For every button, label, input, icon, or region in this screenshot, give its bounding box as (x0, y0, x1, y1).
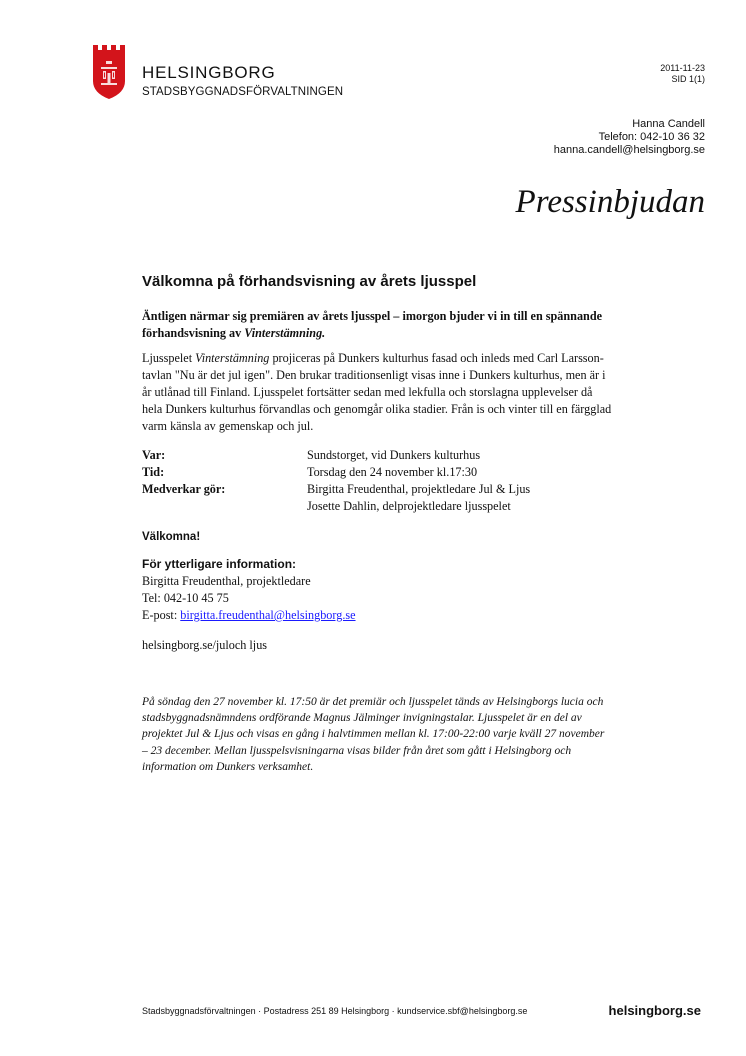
info-email-label: E-post: (142, 608, 181, 622)
participant-1: Birgitta Freudenthal, projektledare Jul & Ljus (307, 482, 531, 496)
body-paragraph (142, 350, 612, 435)
department-name: STADSBYGGNADSFÖRVALTNINGEN (142, 86, 344, 98)
website-text: helsingborg.se/juloch ljus (142, 638, 268, 652)
info-email-link[interactable]: birgitta.freudenthal@helsingborg.se (180, 608, 356, 622)
body-text-start: Ljusspelet (142, 351, 196, 365)
lead-show-title: Vinterstämning. (244, 326, 326, 340)
premiere-note: På söndag den 27 november kl. 17:50 är det premiär och ljusspelet tänds av Helsingborgs lucia och stadsbyggnadsnämndens ordförande Magnus Jälminger invigningstalar. Ljusspelet är en del av projektet Jul & Ljus och visas en gång i halvtimmen mellan kl. 17:00-22:00 varje kväll 27 november – 23 december. Mellan ljusspelsvisningarna visas bilder från året som gått i Helsingborg och information om Dunkers verksamhet. (142, 696, 605, 773)
lead-text: Äntligen närmar sig premiären av årets ljusspel – imorgon bjuder vi in till en spännande förhandsvisning av (142, 309, 603, 340)
org-name: HELSINGBORG (142, 63, 276, 82)
document-type-title: Pressinbjudan (515, 184, 705, 220)
info-email-row (142, 607, 356, 624)
page-number: SID 1(1) (671, 74, 705, 84)
location-label: Var: (142, 448, 166, 462)
more-info-heading: För ytterligare information: (142, 557, 297, 571)
helsingborg-crest-logo (93, 45, 125, 99)
welcome-text: Välkomna! (142, 531, 201, 543)
contact-phone: Telefon: 042-10 36 32 (598, 131, 705, 143)
press-headline: Välkomna på förhandsvisning av årets ljusspel (142, 273, 477, 290)
body-text-rest: projiceras på Dunkers kulturhus fasad och inleds med Carl Larsson-tavlan "Nu är det jul igen". Den brukar traditionsenligt visas inne i Dunkers kulturhus, men är i år utlånad till Finland. Ljusspelet fortsätter sedan med lekfulla och storslagna upplevelser då hela Dunkers kulturhus förvandlas och genomgår olika stadier. Från is och vinter till en färgglad varm känsla av gemenskap och jul. (142, 351, 612, 433)
lead-paragraph (142, 308, 612, 342)
time-value: Torsdag den 24 november kl.17:30 (307, 465, 478, 479)
time-label: Tid: (142, 465, 165, 479)
participants-label: Medverkar gör: (142, 482, 226, 496)
footer-address: Stadsbyggnadsförvaltningen · Postadress 251 89 Helsingborg · kundservice.sbf@helsingborg.se (142, 1006, 528, 1016)
participant-2: Josette Dahlin, delprojektledare ljusspelet (307, 499, 511, 513)
body-show-title: Vinterstämning (195, 351, 270, 365)
info-phone: Tel: 042-10 45 75 (142, 591, 229, 605)
info-contact-person: Birgitta Freudenthal, projektledare (142, 574, 311, 588)
contact-email: hanna.candell@helsingborg.se (553, 144, 705, 156)
document-date: 2011-11-23 (660, 63, 705, 73)
contact-name: Hanna Candell (632, 118, 705, 130)
location-value: Sundstorget, vid Dunkers kulturhus (307, 448, 481, 462)
footer-website: helsingborg.se (608, 1003, 701, 1018)
